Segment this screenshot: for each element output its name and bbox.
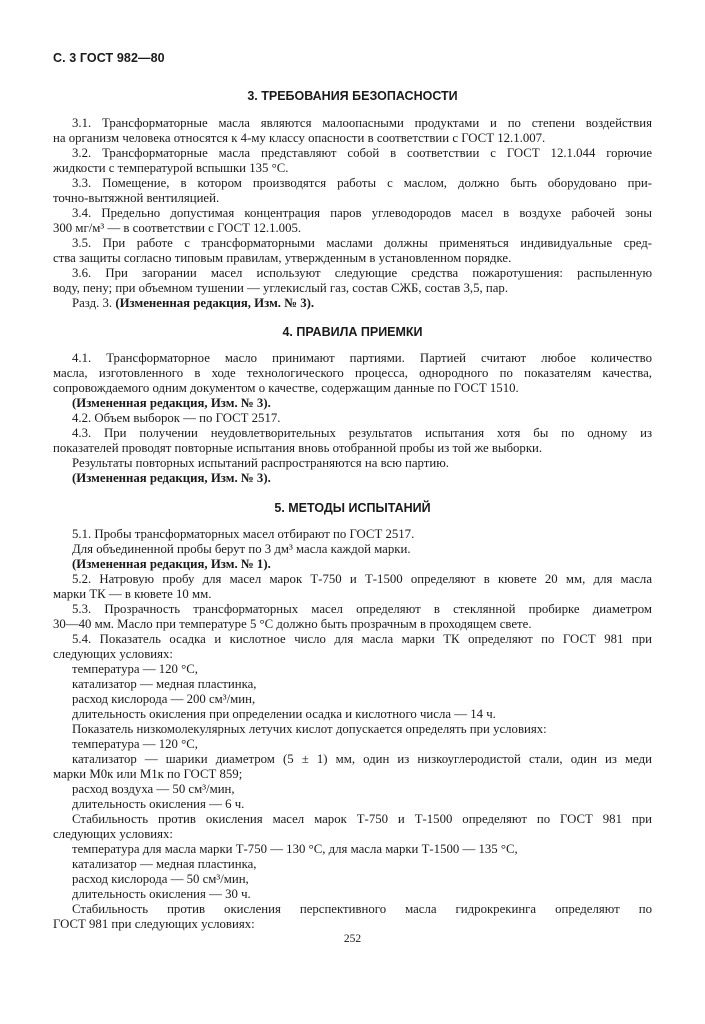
text-line: 5.3. Прозрачность трансформаторных масел определяют в стеклянной пробирке диаметром [72,602,652,616]
text-line: Стабильность против окисления масел марок Т-750 и Т-1500 определяют по ГОСТ 981 при [72,812,652,826]
text-line: масла, изготовленного в ходе технологического процесса, однородного по показателям качества, [53,366,652,380]
text-line: Показатель низкомолекулярных летучих кислот допускается определять при условиях: [72,722,547,736]
text-line: 3.3. Помещение, в котором производятся работы с маслом, должно быть оборудовано при- [72,176,652,190]
text-line: следующих условиях: [53,647,173,661]
text-line: 5.1. Пробы трансформаторных масел отбирают по ГОСТ 2517. [72,527,415,541]
text-line: Результаты повторных испытаний распространяются на всю партию. [72,456,449,470]
text-line: катализатор — медная пластинка, [72,857,257,871]
text-line: ства защиты согласно типовым правилам, утвержденным в установленном порядке. [53,251,512,265]
text-line: ГОСТ 981 при следующих условиях: [53,917,255,931]
amendment-note: (Измененная редакция, Изм. № 3). [72,396,271,410]
text-line: 3.4. Предельно допустимая концентрация паров углеводородов масел в воздухе рабочей зоны [72,206,652,220]
text-line: Стабильность против окисления перспективного масла гидрокрекинга определяют по [72,902,652,916]
text-line: точно-вытяжной вентиляцией. [53,191,220,205]
text-line: расход воздуха — 50 см³/мин, [72,782,235,796]
text-line: 3.6. При загорании масел используют следующие средства пожаротушения: распыленную [72,266,652,280]
section-ref: Разд. 3. [72,296,113,310]
amendment-note: (Измененная редакция, Изм. № 1). [72,557,271,571]
section-3-title: 3. ТРЕБОВАНИЯ БЕЗОПАСНОСТИ [247,89,458,103]
text-line: 4.3. При получении неудовлетворительных результатов испытания хотя бы по одному из [72,426,652,440]
text-line: 5.2. Натровую пробу для масел марок Т-750 и Т-1500 определяют в кювете 20 мм, для масла [72,572,652,586]
text-line: следующих условиях: [53,827,173,841]
text-line: расход кислорода — 200 см³/мин, [72,692,256,706]
section-5-title: 5. МЕТОДЫ ИСПЫТАНИЙ [274,501,431,515]
text-line: 3.2. Трансформаторные масла представляют собой в соответствии с ГОСТ 12.1.044 горючие [72,146,652,160]
text-line: на организм человека относятся к 4-му классу опасности в соответствии с ГОСТ 12.1.007. [53,131,546,145]
text-line: температура — 120 °С, [72,737,198,751]
text-line: длительность окисления — 6 ч. [72,797,245,811]
text-line: показателей проводят повторные испытания вновь отобранной пробы из той же выборки. [53,441,543,455]
text-line: катализатор — медная пластинка, [72,677,257,691]
text-line: 300 мг/м³ — в соответствии с ГОСТ 12.1.005. [53,221,302,235]
text-line: сопровождаемого одним документом о качестве, содержащим данные по ГОСТ 1510. [53,381,519,395]
text-line: расход кислорода — 50 см³/мин, [72,872,249,886]
text-line: длительность окисления — 30 ч. [72,887,251,901]
page-header: С. 3 ГОСТ 982—80 [53,51,165,65]
text-line: 4.1. Трансформаторное масло принимают партиями. Партией считают любое количество [72,351,652,365]
text-line: марки ТК — в кювете 10 мм. [53,587,212,601]
text-line: температура для масла марки Т-750 — 130 °С, для масла марки Т-1500 — 135 °С, [72,842,518,856]
text-line: длительность окисления при определении осадка и кислотного числа — 14 ч. [72,707,496,721]
text-line: 3.1. Трансформаторные масла являются малоопасными продуктами и по степени воздействия [72,116,652,130]
text-line: 3.5. При работе с трансформаторными маслами должны применяться индивидуальные сред- [72,236,652,250]
text-line: жидкости с температурой вспышки 135 °С. [53,161,289,175]
text-line: Для объединенной пробы берут по 3 дм³ масла каждой марки. [72,542,411,556]
text-line: катализатор — шарики диаметром (5 ± 1) мм, один из низкоуглеродистой стали, один из меди [72,752,652,766]
text-line: марки М0к или М1к по ГОСТ 859; [53,767,243,781]
page-number: 252 [343,933,362,945]
amendment-note: (Измененная редакция, Изм. № 3). [115,296,315,310]
section-4-title: 4. ПРАВИЛА ПРИЕМКИ [282,325,423,339]
text-line: температура — 120 °С, [72,662,198,676]
text-line: 30—40 мм. Масло при температуре 5 °С должно быть прозрачным в проходящем свете. [53,617,532,631]
text-line: воду, пену; при объемном тушении — углекислый газ, состав СЖБ, состав 3,5, пар. [53,281,509,295]
amendment-line [72,296,314,311]
text-line: 4.2. Объем выборок — по ГОСТ 2517. [72,411,281,425]
text-line: 5.4. Показатель осадка и кислотное число для масла марки ТК определяют по ГОСТ 981 при [72,632,652,646]
amendment-note: (Измененная редакция, Изм. № 3). [72,471,271,485]
